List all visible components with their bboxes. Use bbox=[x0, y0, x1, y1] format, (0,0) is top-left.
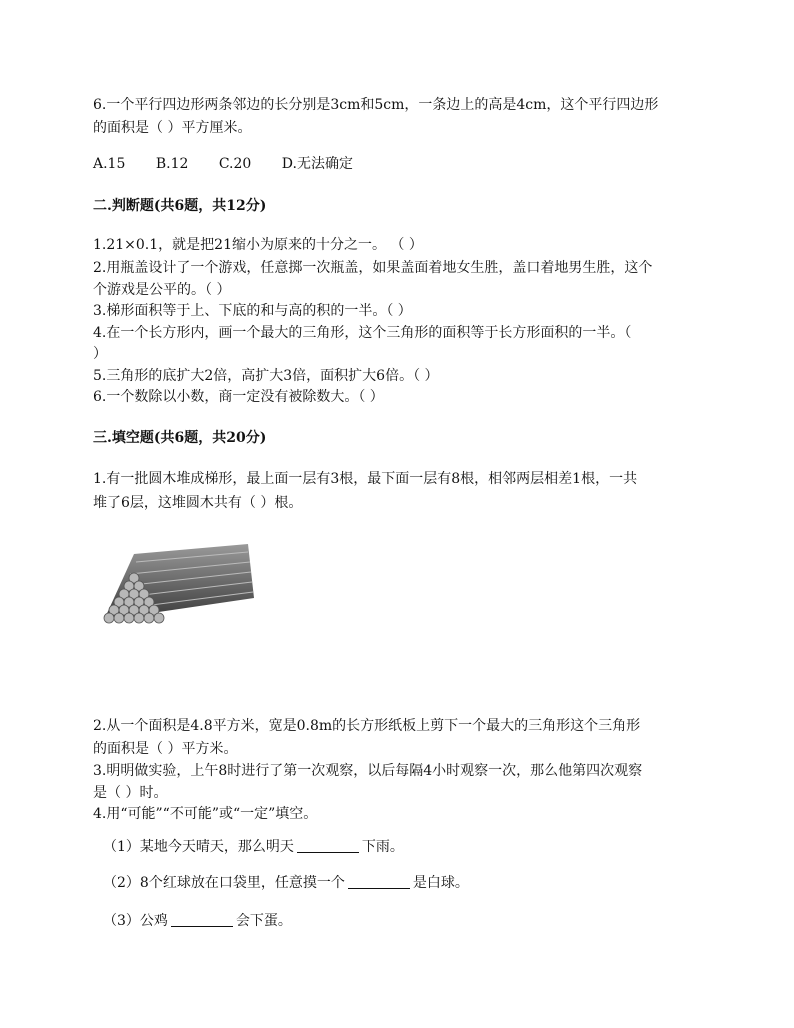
judge-line: 3.梯形面积等于上、下底的和与高的积的一半。（ ） bbox=[93, 303, 412, 319]
answer-blank[interactable] bbox=[171, 910, 233, 927]
answer-blank[interactable] bbox=[297, 836, 359, 853]
fill-q1-line-2: 堆了6层，这堆圆木共有（ ）根。 bbox=[93, 495, 303, 511]
log-pile-illustration bbox=[96, 542, 256, 632]
fill-q4-sub-2 bbox=[103, 872, 715, 895]
option-d: D.无法确定 bbox=[281, 156, 353, 172]
q6-options bbox=[93, 153, 705, 176]
judge-line: ） bbox=[93, 346, 107, 362]
fill-q2-line-1: 2.从一个面积是4.8平方米，宽是0.8m的长方形纸板上剪下一个最大的三角形这个三角形 bbox=[93, 718, 641, 734]
sub-2-tail: 是白球。 bbox=[412, 875, 469, 891]
fill-q2-line-2: 的面积是（ ）平方米。 bbox=[93, 741, 238, 757]
section-2-title: 二.判断题(共6题，共12分) bbox=[93, 198, 267, 214]
q6-line-1: 6.一个平行四边形两条邻边的长分别是3cm和5cm，一条边上的高是4cm，这个平行四边形 bbox=[93, 97, 659, 113]
judge-line: 4.在一个长方形内，画一个最大的三角形，这个三角形的面积等于长方形面积的一半。（ bbox=[93, 325, 632, 341]
sub-3-text: （3）公鸡 bbox=[103, 913, 168, 929]
judge-line: 5.三角形的底扩大2倍，高扩大3倍，面积扩大6倍。（ ） bbox=[93, 368, 439, 384]
judge-line: 6.一个数除以小数，商一定没有被除数大。（ ） bbox=[93, 389, 384, 405]
fill-q4-intro: 4.用“可能”“不可能”或“一定”填空。 bbox=[93, 806, 318, 822]
option-c: C.20 bbox=[218, 156, 252, 172]
judge-line: 个游戏是公平的。（ ） bbox=[93, 282, 231, 298]
fill-q3-line-1: 3.明明做实验，上午8时进行了第一次观察，以后每隔4小时观察一次，那么他第四次观察 bbox=[93, 763, 643, 779]
sub-3-tail: 会下蛋。 bbox=[235, 913, 292, 929]
judge-line: 2.用瓶盖设计了一个游戏，任意掷一次瓶盖，如果盖面着地女生胜，盖口着地男生胜，这个 bbox=[93, 260, 653, 276]
fill-q1-line-1: 1.有一批圆木堆成梯形，最上面一层有3根，最下面一层有8根，相邻两层相差1根，一共 bbox=[93, 471, 638, 487]
q6-line-2: 的面积是（ ）平方厘米。 bbox=[93, 120, 252, 136]
judge-line: 1.21×0.1，就是把21缩小为原来的十分之一。 （ ） bbox=[93, 237, 423, 253]
fill-q4-sub-3 bbox=[103, 910, 715, 933]
sub-1-tail: 下雨。 bbox=[361, 839, 404, 855]
fill-q3-line-2: 是（ ）时。 bbox=[93, 785, 168, 801]
sub-2-text: （2）8个红球放在口袋里，任意摸一个 bbox=[103, 875, 345, 891]
sub-1-text: （1）某地今天晴天，那么明天 bbox=[103, 839, 294, 855]
fill-q4-sub-1 bbox=[103, 836, 715, 859]
option-b: B.12 bbox=[155, 156, 189, 172]
option-a: A.15 bbox=[93, 156, 126, 172]
answer-blank[interactable] bbox=[348, 872, 410, 889]
section-3-title: 三.填空题(共6题，共20分) bbox=[93, 430, 267, 446]
